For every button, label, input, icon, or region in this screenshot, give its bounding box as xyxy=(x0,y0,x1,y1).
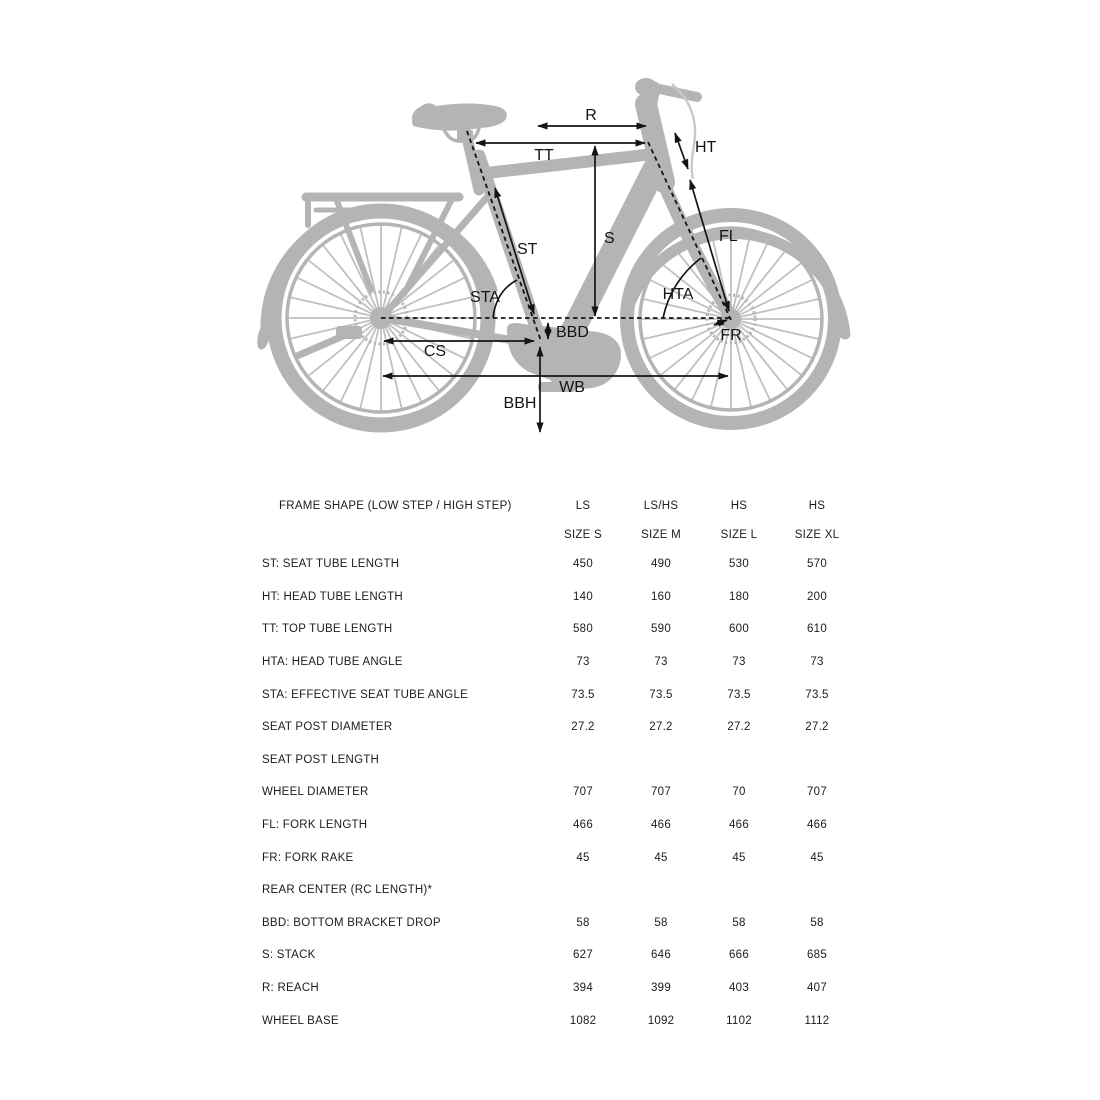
cell-value: 530 xyxy=(729,558,749,571)
cell-value: 600 xyxy=(729,623,749,636)
cell-value: 685 xyxy=(807,949,827,962)
cell-value: 73.5 xyxy=(727,688,751,701)
size-header: SIZE L xyxy=(720,528,758,541)
label-stack: S xyxy=(604,230,615,247)
row-label: TT: TOP TUBE LENGTH xyxy=(262,623,393,636)
size-header: SIZE M xyxy=(641,528,681,541)
table-row xyxy=(262,907,856,940)
label-bb-drop: BBD xyxy=(556,324,589,341)
head-tube-arrow xyxy=(675,133,688,169)
cell-value: 27.2 xyxy=(649,721,673,734)
cell-value: 707 xyxy=(573,786,593,799)
cell-value: 490 xyxy=(651,558,671,571)
cell-value: 610 xyxy=(807,623,827,636)
column-header: LS/HS xyxy=(643,500,679,512)
cell-value: 707 xyxy=(807,786,827,799)
column-header: HS xyxy=(808,500,826,512)
geometry-table xyxy=(262,491,856,1037)
table-row xyxy=(262,874,856,907)
cell-value: 73 xyxy=(576,656,590,669)
cell-value: 58 xyxy=(576,916,590,929)
label-chainstay: CS xyxy=(423,343,447,360)
bike-silhouette xyxy=(255,78,845,425)
cell-value: 1112 xyxy=(804,1014,830,1027)
kickstand xyxy=(297,333,350,356)
cell-value: 160 xyxy=(651,590,671,603)
cell-value: 180 xyxy=(729,590,749,603)
table-row xyxy=(262,646,856,679)
table-title: FRAME SHAPE (LOW STEP / HIGH STEP) xyxy=(279,500,512,512)
dimension-annotations xyxy=(381,107,742,432)
cell-value: 466 xyxy=(807,819,827,832)
cell-value: 580 xyxy=(573,623,593,636)
row-label: HTA: HEAD TUBE ANGLE xyxy=(262,656,403,669)
cell-value: 646 xyxy=(651,949,671,962)
label-seat-tube: ST xyxy=(517,241,538,258)
row-label: STA: EFFECTIVE SEAT TUBE ANGLE xyxy=(262,688,469,701)
table-row xyxy=(262,841,856,874)
table-row xyxy=(262,809,856,842)
row-label: SEAT POST DIAMETER xyxy=(262,721,393,734)
cell-value: 70 xyxy=(732,786,746,799)
column-header: HS xyxy=(730,500,748,512)
saddle xyxy=(412,103,507,130)
table-header-row xyxy=(262,491,856,521)
cell-value: 27.2 xyxy=(805,721,829,734)
row-label: FL: FORK LENGTH xyxy=(262,819,368,832)
cell-value: 58 xyxy=(810,916,824,929)
row-label: SEAT POST LENGTH xyxy=(262,753,380,766)
label-bb-height: BBH xyxy=(503,395,537,412)
cell-value: 73.5 xyxy=(571,688,595,701)
cell-value: 1102 xyxy=(726,1014,752,1027)
cell-value: 707 xyxy=(651,786,671,799)
cell-value: 27.2 xyxy=(571,721,595,734)
label-fork-rake: FR xyxy=(720,327,742,344)
top-tube xyxy=(478,155,645,174)
table-row xyxy=(262,613,856,646)
label-reach: R xyxy=(585,107,597,124)
cell-value: 58 xyxy=(732,916,746,929)
cell-value: 1082 xyxy=(569,1014,597,1027)
cell-value: 570 xyxy=(807,558,827,571)
cell-value: 140 xyxy=(573,590,593,603)
row-label: BBD: BOTTOM BRACKET DROP xyxy=(262,916,441,929)
table-sizes-row xyxy=(262,521,856,548)
cell-value: 627 xyxy=(573,949,593,962)
cell-value: 73 xyxy=(810,656,824,669)
cell-value: 403 xyxy=(729,982,749,995)
table-row xyxy=(262,939,856,972)
table-row xyxy=(262,711,856,744)
size-header: SIZE S xyxy=(564,528,602,541)
cell-value: 590 xyxy=(651,623,671,636)
row-label: HT: HEAD TUBE LENGTH xyxy=(262,590,403,603)
table-row xyxy=(262,744,856,777)
table-row xyxy=(262,776,856,809)
table-row xyxy=(262,1004,856,1037)
cell-value: 73 xyxy=(732,656,746,669)
cell-value: 45 xyxy=(654,851,668,864)
table-row xyxy=(262,581,856,614)
cell-value: 407 xyxy=(807,982,827,995)
cell-value: 1092 xyxy=(647,1014,675,1027)
cell-value: 45 xyxy=(810,851,824,864)
label-fork-length: FL xyxy=(719,228,738,245)
row-label: R: REACH xyxy=(262,982,319,995)
label-head-tube-angle: HTA xyxy=(662,286,694,303)
cell-value: 73.5 xyxy=(649,688,673,701)
label-top-tube: TT xyxy=(534,147,554,164)
row-label: REAR CENTER (RC LENGTH)* xyxy=(262,884,433,897)
column-header: LS xyxy=(575,500,591,512)
row-label: WHEEL DIAMETER xyxy=(262,786,369,799)
cell-value: 73 xyxy=(654,656,668,669)
row-label: WHEEL BASE xyxy=(262,1014,339,1027)
cell-value: 666 xyxy=(729,949,749,962)
cell-value: 394 xyxy=(573,982,593,995)
cell-value: 466 xyxy=(573,819,593,832)
cell-value: 27.2 xyxy=(727,721,751,734)
table-row xyxy=(262,972,856,1005)
label-head-tube: HT xyxy=(695,139,717,156)
cell-value: 399 xyxy=(651,982,671,995)
cell-value: 45 xyxy=(732,851,746,864)
row-label: ST: SEAT TUBE LENGTH xyxy=(262,558,400,571)
bike-geometry-diagram xyxy=(0,0,1100,480)
row-label: FR: FORK RAKE xyxy=(262,851,354,864)
label-wheelbase: WB xyxy=(559,379,585,396)
cell-value: 466 xyxy=(651,819,671,832)
label-seat-tube-angle: STA xyxy=(470,289,500,306)
row-label: S: STACK xyxy=(262,949,316,962)
table-row xyxy=(262,678,856,711)
cell-value: 466 xyxy=(729,819,749,832)
table-row xyxy=(262,548,856,581)
cell-value: 450 xyxy=(573,558,593,571)
size-header: SIZE XL xyxy=(794,528,840,541)
cell-value: 58 xyxy=(654,916,668,929)
cell-value: 45 xyxy=(576,851,590,864)
cell-value: 200 xyxy=(807,590,827,603)
cell-value: 73.5 xyxy=(805,688,829,701)
